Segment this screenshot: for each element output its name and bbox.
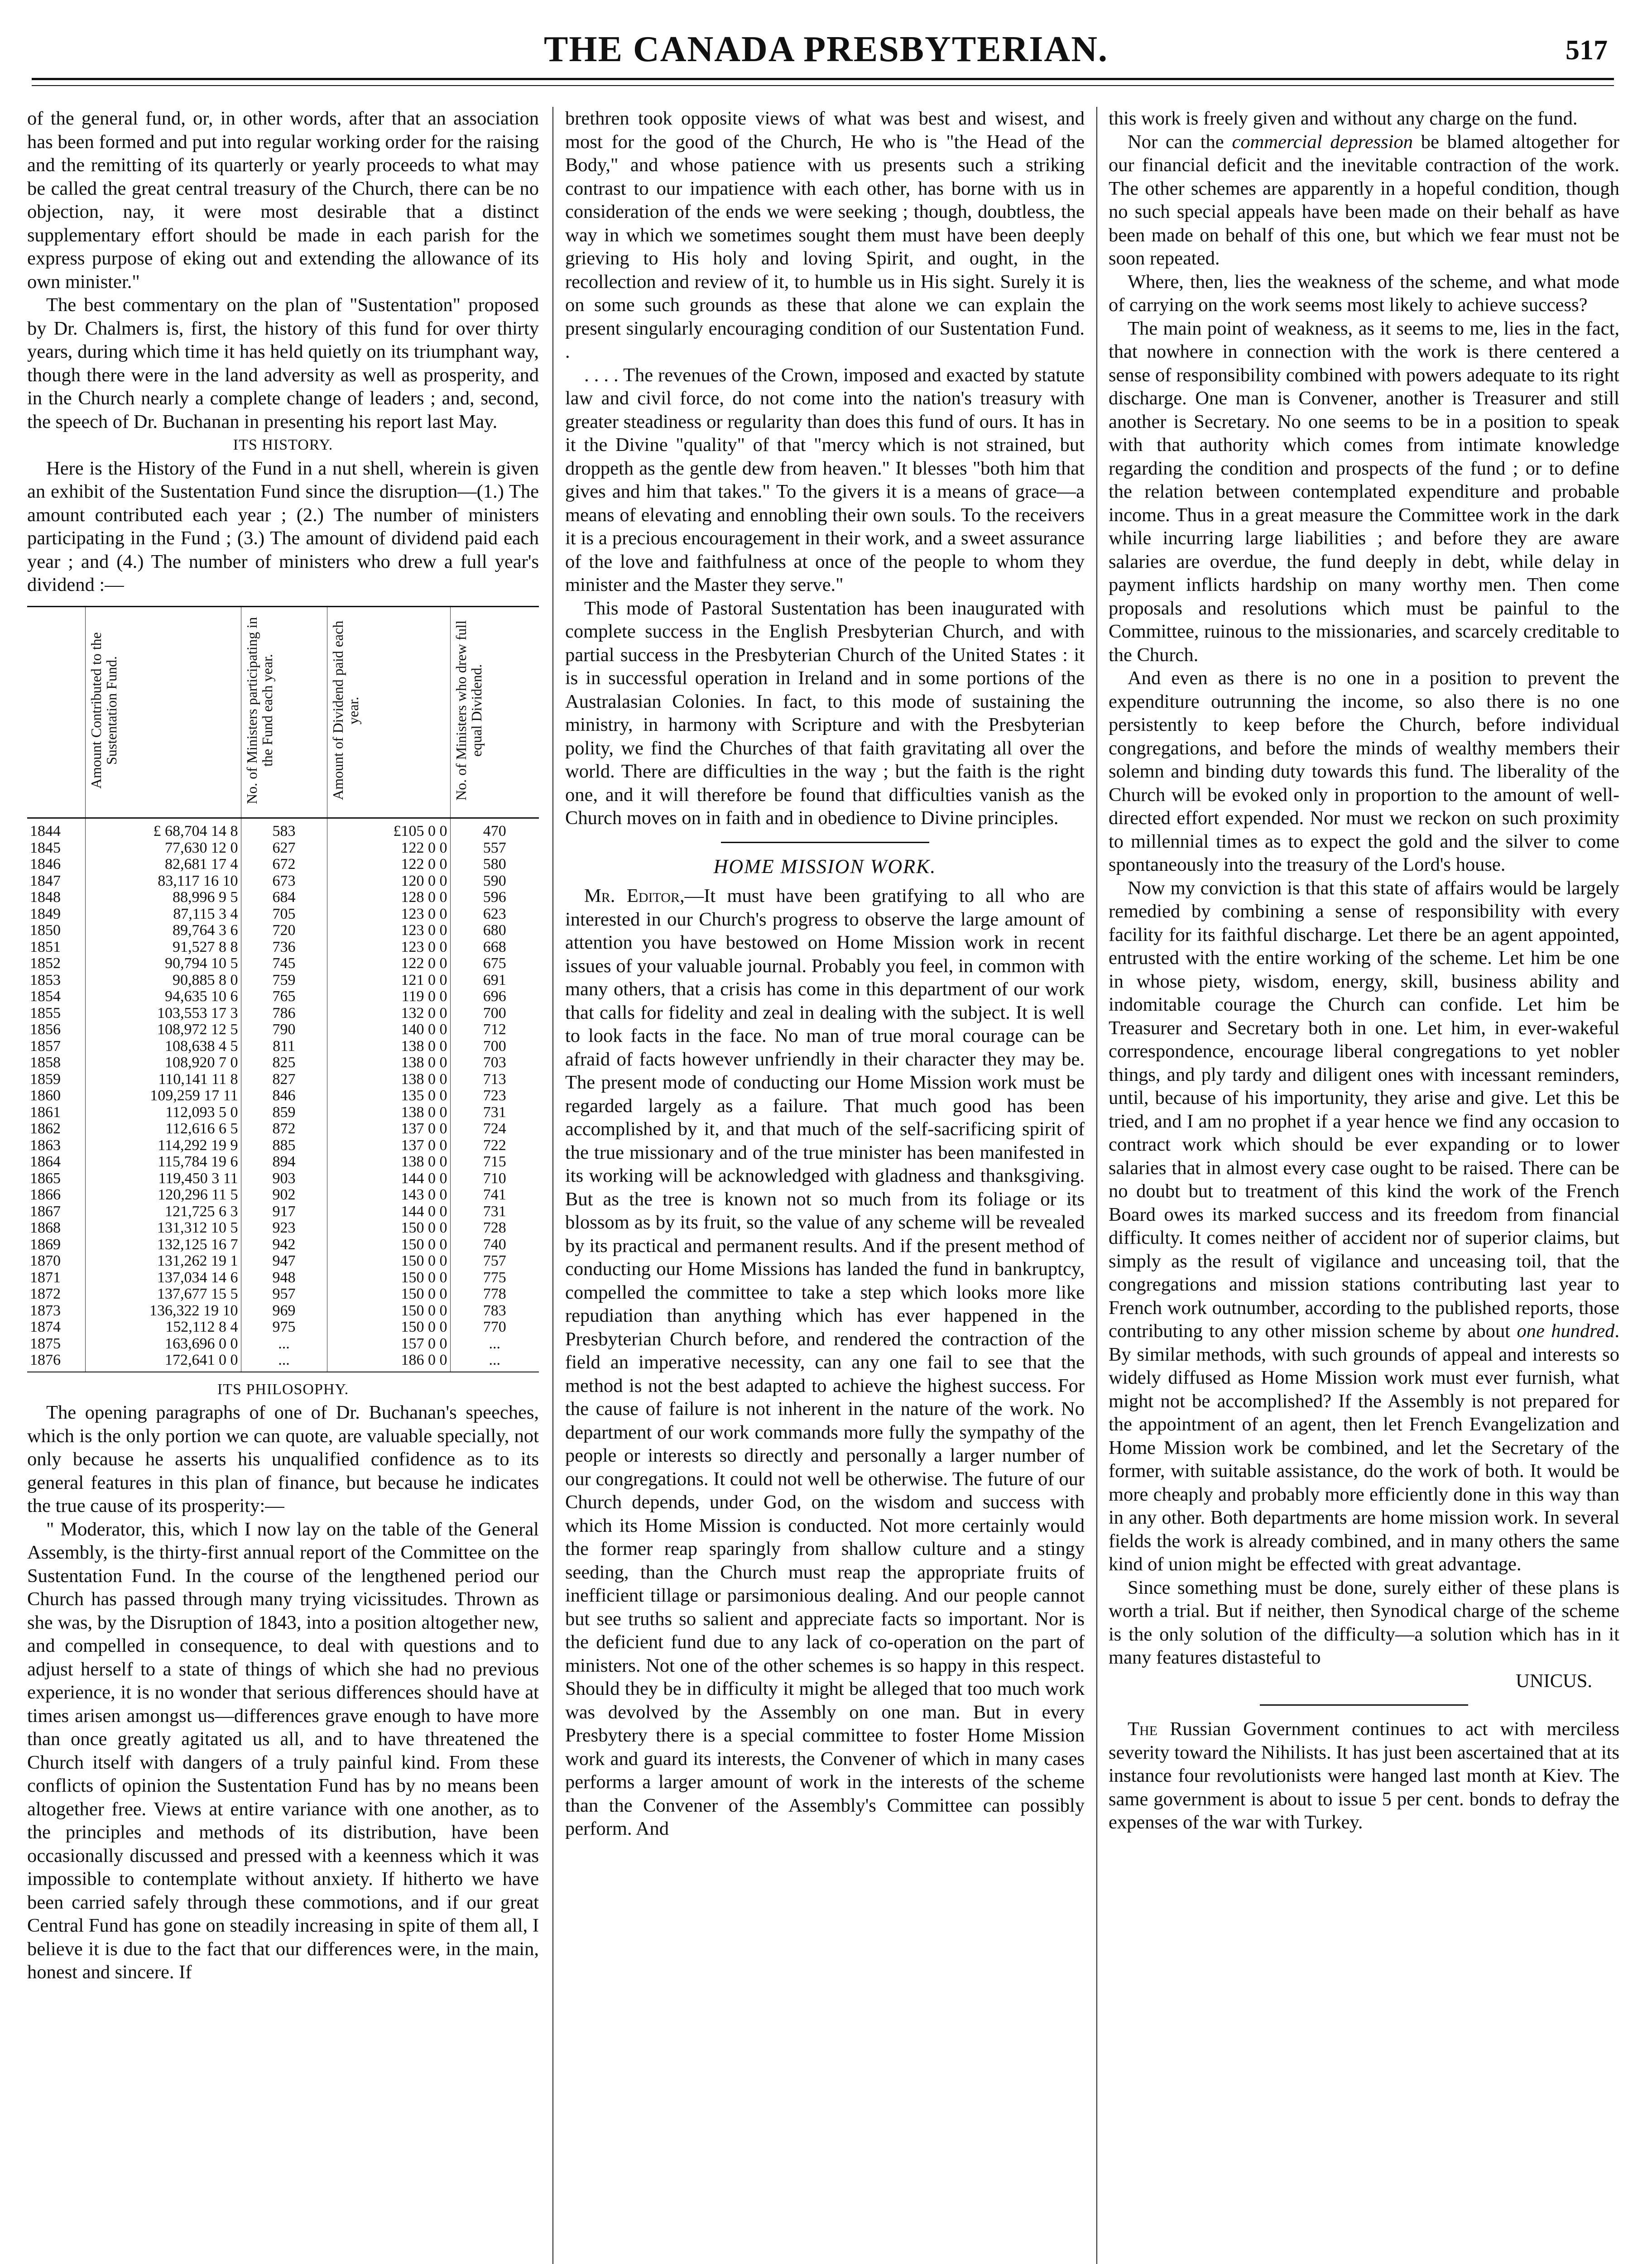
table-cell: 89,764 3 6 [85,922,241,939]
table-cell: 724 [450,1121,539,1137]
table-cell: 1864 [30,1153,61,1170]
table-cell: 1852 [30,955,61,972]
table-cell: 119,450 3 11 [85,1170,241,1187]
table-cell: 775 [450,1270,539,1286]
table-cell: 144 0 0 [327,1170,450,1187]
table-cell: 120 0 0 [327,873,450,890]
table-cell: 723 [450,1088,539,1104]
table-row [27,955,539,972]
table-cell: 138 0 0 [327,1154,450,1170]
table-cell: 1847 [30,872,61,889]
table-cell: 825 [241,1055,327,1071]
table-cell: 696 [450,988,539,1005]
table-cell: 590 [450,873,539,890]
table-cell: 470 [450,818,539,840]
table-cell: 110,141 11 8 [85,1071,241,1088]
table-header [27,606,85,818]
table-cell: 150 0 0 [327,1270,450,1286]
table-cell: 150 0 0 [327,1303,450,1319]
table-row [27,1286,539,1303]
page-number: 517 [1566,35,1608,66]
table-cell: 731 [450,1104,539,1121]
table-cell: 122 0 0 [327,955,450,972]
table-cell: 1860 [30,1087,61,1104]
table-cell: 138 0 0 [327,1104,450,1121]
table-header: Amount Contributed to the Sustentation Fund. [85,606,241,818]
emphasis: one hundred [1517,1320,1615,1342]
table-cell: 942 [241,1237,327,1253]
table-cell: 135 0 0 [327,1088,450,1104]
paragraph: Nor can the commercial depression be blamed altogether for our financial deficit and the inevitable contraction of the work. The other schemes are apparently in a hopeful condition, though no such special appeals have been made on their behalf as have been made on behalf of this one, but which we fear must not be soon repeated. [1109,131,1619,269]
table-cell: 103,553 17 3 [85,1005,241,1022]
paragraph: This mode of Pastoral Sustentation has been inaugurated with complete success in the English Presbyterian Church, and with partial success in the Presbyterian Church of the United States : it is in successful operation in Ireland and in some portions of the Australasian Colonies. In fact, to this mode of sustaining the ministry, in harmony with Scripture and with the Presbyterian polity, we find the Churches of that faith gravitating all over the world. There are difficulties in the way ; but the faith is the right one, and it will therefore be found that difficulties vanish as the Church moves on in faith and in obedience to Divine principles. [565,597,1085,829]
table-row [27,1336,539,1353]
table-cell: 90,885 8 0 [85,972,241,989]
table-cell: 790 [241,1022,327,1038]
table-row [27,1022,539,1038]
table-cell: £105 0 0 [327,818,450,840]
table-cell: 583 [241,818,327,840]
table-cell: 150 0 0 [327,1237,450,1253]
section-heading: ITS HISTORY. [233,436,333,453]
table-cell: 1859 [30,1070,61,1088]
table-row [27,1055,539,1071]
table-cell: 123 0 0 [327,922,450,939]
table-header: Amount of Dividend paid each year. [327,606,450,818]
table-cell: 150 0 0 [327,1319,450,1336]
table-cell: 137,034 14 6 [85,1270,241,1286]
table-row [27,939,539,956]
table-row [27,889,539,906]
table-cell: 741 [450,1187,539,1204]
table-cell: 1856 [30,1021,61,1038]
header-rule-thin [32,85,1614,86]
table-cell: 109,259 17 11 [85,1088,241,1104]
paragraph: The opening paragraphs of one of Dr. Buchanan's speeches, which is the only portion we can quote, are valuable specially, not only because he asserts his unqualified confidence as to its general features in this plan of finance, but because he indicates the true cause of its prosperity:— [27,1402,539,1516]
table-cell: 596 [450,889,539,906]
table-cell: ... [450,1336,539,1353]
table-cell: 700 [450,1038,539,1055]
table-row [27,873,539,890]
table-cell: 675 [450,955,539,972]
table-cell: 120,296 11 5 [85,1187,241,1204]
table-row [27,1187,539,1204]
table-cell: 186 0 0 [327,1352,450,1372]
table-cell: 87,115 3 4 [85,906,241,923]
table-row [27,1154,539,1170]
table-row [27,1352,539,1372]
column-2 [565,107,1085,1841]
table-cell: 1854 [30,988,61,1005]
column-rule-left [552,107,553,2264]
table-row [27,856,539,873]
table-cell: 786 [241,1005,327,1022]
paragraph: brethren took opposite views of what was best and wisest, and most for the good of the Church, He who is "the Head of the Body," and whose patience with us presents such a striking contrast to our impatience with each other, has borne with us in consideration of the ends we were seeking ; though, doubtless, the way in which we sometimes sought them must have been deeply grieving to His holy and loving Spirit, and ought, in the recollection and review of it, to humble us in His sight. Surely it is on some such grounds as these that alone we can explain the present singularly encouraging condition of our Sustentation Fund. . [565,108,1085,362]
table-cell: 172,641 0 0 [85,1352,241,1372]
table-row [27,818,539,840]
table-cell: 108,972 12 5 [85,1022,241,1038]
table-row [27,1071,539,1088]
table-cell: 132 0 0 [327,1005,450,1022]
paragraph [565,884,1085,1841]
table-cell: 872 [241,1121,327,1137]
table-row [27,1137,539,1154]
column-3 [1109,107,1619,1834]
table-cell: 163,696 0 0 [85,1336,241,1353]
section-rule [721,842,929,843]
table-cell: 1849 [30,905,61,922]
table-cell: 713 [450,1071,539,1088]
table-cell: 745 [241,955,327,972]
paragraph: this work is freely given and without any charge on the fund. [1109,108,1578,129]
table-cell: 759 [241,972,327,989]
table-cell: 1850 [30,922,61,939]
paragraph: And even as there is no one in a position to prevent the expenditure outrunning the income, so also there is no one persistently to keep before the Church, before individual congregations, and before the minds of wealthy members their solemn and binding duty towards this fund. The liberality of the Church will be evoked only in proportion to the amount of well-directed effort expended. Nor must we reckon on such proximity to millennial times as to expect the gold and the silver to come spontaneously into the treasury of the Lord's house. [1109,667,1619,875]
paragraph: The best commentary on the plan of "Sustentation" proposed by Dr. Chalmers is, first, the history of this fund for over thirty years, during which time it has held quietly on its triumphant way, though there were in the land adversity as well as prosperity, and in the Church nearly a complete change of leaders ; and, second, the speech of Dr. Buchanan in presenting his report last May. [27,294,539,432]
table-cell: 811 [241,1038,327,1055]
emphasis: commercial depression [1232,131,1413,153]
table-cell: 770 [450,1319,539,1336]
column-1 [27,107,539,1984]
table-cell: 108,638 4 5 [85,1038,241,1055]
table-cell: 623 [450,906,539,923]
table-cell: 82,681 17 4 [85,856,241,873]
table-cell: 1862 [30,1120,61,1137]
table-cell: 91,527 8 8 [85,939,241,956]
table-row [27,1204,539,1220]
table-cell: 157 0 0 [327,1336,450,1353]
table-cell: 783 [450,1303,539,1319]
table-row [27,1121,539,1137]
column-rule-right [1096,107,1097,2264]
table-cell: 1872 [30,1285,61,1302]
table-row [27,1303,539,1319]
table-cell: 923 [241,1220,327,1237]
table-cell: 1855 [30,1004,61,1022]
table-cell: 715 [450,1154,539,1170]
table-cell: 131,312 10 5 [85,1220,241,1237]
table-cell: 121,725 6 3 [85,1204,241,1220]
table-cell: ... [450,1352,539,1372]
table-cell: 143 0 0 [327,1187,450,1204]
table-cell: 705 [241,906,327,923]
table-cell: 150 0 0 [327,1286,450,1303]
table-cell: 827 [241,1071,327,1088]
paragraph: Since something must be done, surely either of these plans is worth a trial. But if neither, then Synodical charge of the scheme is the only solution of the difficulty—a solution which has in it many features distasteful to [1109,1577,1619,1668]
table-cell: 691 [450,972,539,989]
table-cell: 1869 [30,1236,61,1253]
table-cell: 627 [241,840,327,857]
table-cell: 859 [241,1104,327,1121]
table-cell: 722 [450,1137,539,1154]
table-cell: 736 [241,939,327,956]
table-cell: 1861 [30,1103,61,1121]
table-cell: 94,635 10 6 [85,988,241,1005]
table-row [27,922,539,939]
table-cell: 557 [450,840,539,857]
table-cell: 700 [450,1005,539,1022]
section-rule [1260,1704,1468,1706]
table-cell: 1845 [30,839,61,856]
table-cell: 703 [450,1055,539,1071]
table-cell: 1867 [30,1203,61,1220]
table-row [27,1038,539,1055]
table-cell: 1863 [30,1137,61,1154]
table-cell: 132,125 16 7 [85,1237,241,1253]
table-cell: 957 [241,1286,327,1303]
table-row [27,988,539,1005]
table-cell: 917 [241,1204,327,1220]
table-cell: 731 [450,1204,539,1220]
table-cell: 1848 [30,889,61,906]
table-cell: ... [241,1352,327,1372]
table-cell: 137 0 0 [327,1137,450,1154]
table-cell: 885 [241,1137,327,1154]
table-cell: 1844 [30,823,61,839]
table-row [27,1104,539,1121]
table-cell: 673 [241,873,327,890]
table-cell: 150 0 0 [327,1220,450,1237]
table-cell: 114,292 19 9 [85,1137,241,1154]
table-row [27,1220,539,1237]
table-cell: 128 0 0 [327,889,450,906]
paragraph: Where, then, lies the weakness of the scheme, and what mode of carrying on the work seems most likely to achieve success? [1109,271,1619,316]
table-cell: 122 0 0 [327,840,450,857]
table-cell: 138 0 0 [327,1055,450,1071]
table-header: No. of Ministers who drew full equal Dividend. [450,606,539,818]
table-cell: 680 [450,922,539,939]
paragraph: The Russian Government continues to act with merciless severity toward the Nihilists. It has just been ascertained that at its instance four revolutionists were hanged last month at Kiev. The same government is about to issue 5 per cent. bonds to defray the expenses of the war with Turkey. [1109,1718,1619,1833]
table-cell: 1865 [30,1170,61,1187]
table-row [27,972,539,989]
paragraph: . . . . The revenues of the Crown, imposed and exacted by statute law and civil force, do not come into the nation's treasury with greater steadiness or regularity than does this fund of ours. It has in it the Divine "quality" of that "mercy which is not strained, but droppeth as the gentle dew from heaven." It blesses "both him that gives and him that takes." To the givers it is a means of grace—a means of elevating and ennobling their own souls. To the receivers it is a precious encouragement in their work, and a sweet assurance of the love and faithfulness at once of the people to whom they minister and the Master they serve." [565,364,1085,595]
table-row [27,1270,539,1286]
table-cell: 83,117 16 10 [85,873,241,890]
table-row [27,1088,539,1104]
table-cell: 112,093 5 0 [85,1104,241,1121]
table-cell: 778 [450,1286,539,1303]
table-cell: 1873 [30,1302,61,1319]
table-cell: 88,996 9 5 [85,889,241,906]
table-cell: 684 [241,889,327,906]
table-cell: 765 [241,988,327,1005]
sustentation-fund-table [27,606,539,1372]
table-cell: 710 [450,1170,539,1187]
table-cell: 1870 [30,1252,61,1269]
table-cell: 1851 [30,938,61,955]
table-cell: 757 [450,1253,539,1270]
table-cell: 137,677 15 5 [85,1286,241,1303]
table-row [27,1170,539,1187]
table-cell: 668 [450,939,539,956]
table-row [27,840,539,857]
table-cell: 115,784 19 6 [85,1154,241,1170]
table-cell: 90,794 10 5 [85,955,241,972]
table-cell: 902 [241,1187,327,1204]
table-cell: 131,262 19 1 [85,1253,241,1270]
table-cell: 1874 [30,1319,61,1335]
paragraph: The main point of weakness, as it seems to me, lies in the fact, that nowhere in connection with the work is there centered a sense of responsibility combined with powers adequate to its right discharge. One man is Convener, another is Treasurer and still another is Secretary. No one seems to be in a position to speak with that authority which comes from intimate knowledge regarding the condition and prospects of the fund ; or to define the relation between contemplated expenditure and probable income. Thus in a great measure the Committee work in the dark while incurring large liabilities ; and before they are aware salaries are overdue, the fund deeply in debt, while delay in payment inflicts hardship on many worthy men. Then come proposals and resolutions which must be painful to the Committee, ruinous to the missionaries, and scarcely creditable to the Church. [1109,317,1619,666]
table-cell: 112,616 6 5 [85,1121,241,1137]
table-cell: ... [241,1336,327,1353]
table-cell: 1875 [30,1335,61,1352]
table-cell: 903 [241,1170,327,1187]
paragraph: Here is the History of the Fund in a nut shell, wherein is given an exhibit of the Sustentation Fund since the disruption—(1.) The amount contributed each year ; (2.) The number of ministers participating in the Fund ; (3.) The amount of dividend paid each year ; and (4.) The number of ministers who drew a full year's dividend :— [27,457,539,595]
table-cell: 138 0 0 [327,1038,450,1055]
table-cell: 123 0 0 [327,906,450,923]
table-cell: 152,112 8 4 [85,1319,241,1336]
signature: UNICUS. [1516,1670,1592,1692]
table-cell: 846 [241,1088,327,1104]
table-cell: 150 0 0 [327,1253,450,1270]
table-cell: 969 [241,1303,327,1319]
table-row [27,1319,539,1336]
table-cell: 672 [241,856,327,873]
table-row [27,906,539,923]
table-cell: 580 [450,856,539,873]
table-cell: 720 [241,922,327,939]
paragraph: of the general fund, or, in other words, after that an association has been formed and put into regular working order for the raising and the remitting of its quarterly or yearly proceeds to what may be called the great central treasury of the Church, there can be no objection, nay, it were most desirable that a distinct supplementary effort should be made in each parish for the express purpose of eking out and extending the allowance of its own minister." [27,108,539,293]
table-cell: 122 0 0 [327,856,450,873]
table-cell: 975 [241,1319,327,1336]
table-cell: 1846 [30,856,61,873]
table-cell: 1857 [30,1037,61,1055]
table-cell: 728 [450,1220,539,1237]
header-rule [32,78,1614,80]
table-cell: 1858 [30,1054,61,1071]
table-cell: 77,630 12 0 [85,840,241,857]
table-cell: 119 0 0 [327,988,450,1005]
table-cell: £ 68,704 14 8 [85,818,241,840]
table-cell: 948 [241,1270,327,1286]
table-cell: 1868 [30,1219,61,1236]
table-row [27,1005,539,1022]
page-title: THE CANADA PRESBYTERIAN. [544,29,1108,69]
table-cell: 1853 [30,971,61,988]
table-cell: 144 0 0 [327,1204,450,1220]
table-row [27,1237,539,1253]
table-cell: 1871 [30,1269,61,1286]
table-cell: 1866 [30,1186,61,1203]
table-cell: 137 0 0 [327,1121,450,1137]
paragraph: " Moderator, this, which I now lay on the table of the General Assembly, is the thirty-first annual report of the Committee on the Sustentation Fund. In the course of the lengthened period our Church has passed through many trying vicissitudes. Thrown as she was, by the Disruption of 1843, into a position altogether new, and compelled in consequence, to deal with questions and to adjust herself to a state of things of which she had no previous experience, it is no wonder that serious differences should have at times arisen amongst us—differences grave enough to have more than once greatly agitated us all, and to have threatened the Church itself with dangers of a truly painful kind. From these conflicts of opinion the Sustentation Fund has by no means been altogether free. Views at entire variance with one another, as to the principles and methods of its distribution, have been occasionally discussed and pressed with a keenness which it was impossible to contemplate without anxiety. If hitherto we have been carried safely through these commotions, and if our great Central Fund has gone on steadily increasing in spite of them all, I believe it is due to the fact that our differences were, in the main, honest and sincere. If [27,1518,539,1983]
table-cell: 1876 [27,1352,85,1372]
paragraph: Now my conviction is that this state of affairs would be largely remedied by combining a sense of responsibility with every facility for its faithful discharge. Let there be an agent appointed, entrusted with the entire working of the scheme. Let him be one in whose piety, wisdom, energy, skill, business ability and indomitable courage the Church can confide. Let him be Treasurer and Secretary both in one. Let him, in ever-wakeful correspondence, encourage liberal congregations to yet nobler things, and ply tardy and diligent ones with incessant reminders, until, because of his importunity, they arise and give. Let this be tried, and I am no prophet if a year hence we find any occasion to contract work which should be ever expanding or to lower salaries that in almost every case ought to be raised. There can be no doubt but to treatment of this kind the work of the French Board owes its marked success and its freedom from financial difficulty. It comes neither of accident nor of superior claims, but simply as the result of vigilance and unceasing toil, that the congregations and mission stations contributing last year to French work outnumber, according to the published reports, those contributing to any other mission scheme by about one hundred. By similar methods, with such grounds of appeal and interests so widely diffused as Home Mission work must ever furnish, what might not be accomplished? If the Assembly is not prepared for the appointment of an agent, then let French Evangelization and Home Mission work be combined, and let the Secretary of the former, with suitable assistance, do the work of both. It would be more cheaply and probably more efficiently done in this way than in any other. Both departments are home mission work. In several fields the work is already combined, and in many others the same kind of union might be effected with great advantage. [1109,877,1619,1575]
table-cell: 121 0 0 [327,972,450,989]
paragraph-text: —It must have been gratifying to all who are interested in our Church's progress to observe the large amount of attention you have bestowed on Home Mission work in recent issues of your valuable journal. Probably you feel, in common with many others, that a crisis has come in this department of our work that calls for fidelity and zeal in dealing with the subject. It is well to look facts in the face. No man of true moral courage can be afraid of facts however unfriendly in their character they may be. The present mode of conducting our Home Mission work must be regarded largely as a failure. That much good has been accomplished by it, and that much of the self-sacrificing spirit of the true missionary and of the true minister has been manifested in its working will be acknowledged with gladness and thanksgiving. But as the tree is known not so much from its foliage or its blossom as by its fruit, so the value of any scheme will be revealed by its practical and permanent results. And if the present method of conducting our Home Missions has landed the fund in bankruptcy, compelled the committee to take a step which looks more like repudiation than anything which has ever happened in the Presbyterian Church before, and rendered the contraction of the field an imperative necessity, can any one fail to see that the method is not the best adapted to achieve the highest success. For the cause of failure is not inherent in the nature of the work. No department of our work commands more fully the sympathy of the people or interests so directly and personally a larger number of our congregations. It could not well be otherwise. The future of our Church depends, under God, on the wisdom and success with which its Home Mission is conducted. Not more certainly would the former reap sparingly from shallow culture and a stingy seeding, than the Church must reap the appropriate fruits of inefficient tillage or parsimonious dealing. And our people cannot but see truths so salient and appreciate facts so important. Nor is the deficient fund due to any lack of co-operation on the part of ministers. Not one of the other schemes is so happy in this respect. Should they be in difficulty it might be alleged that too much work was devolved by the Assembly on one man. But in every Presbytery there is a special committee to foster Home Mission work and guard its interests, the Convener of which in many cases performs a larger amount of work in the interests of the scheme than the Convener of the Assembly's Committee can possibly perform. And [565,885,1085,1839]
table-cell: 108,920 7 0 [85,1055,241,1071]
table-cell: 740 [450,1237,539,1253]
section-heading: ITS PHILOSOPHY. [217,1381,349,1398]
table-cell: 138 0 0 [327,1071,450,1088]
table-cell: 140 0 0 [327,1022,450,1038]
table-cell: 947 [241,1253,327,1270]
table-cell: 136,322 19 10 [85,1303,241,1319]
table-row [27,1253,539,1270]
table-cell: 123 0 0 [327,939,450,956]
table-cell: 894 [241,1154,327,1170]
table-header: No. of Ministers participating in the Fund each year. [241,606,327,818]
table-header-row [27,606,539,818]
article-heading: HOME MISSION WORK. [713,855,936,878]
table-cell: 712 [450,1022,539,1038]
salutation: Mr. Editor, [584,885,685,907]
